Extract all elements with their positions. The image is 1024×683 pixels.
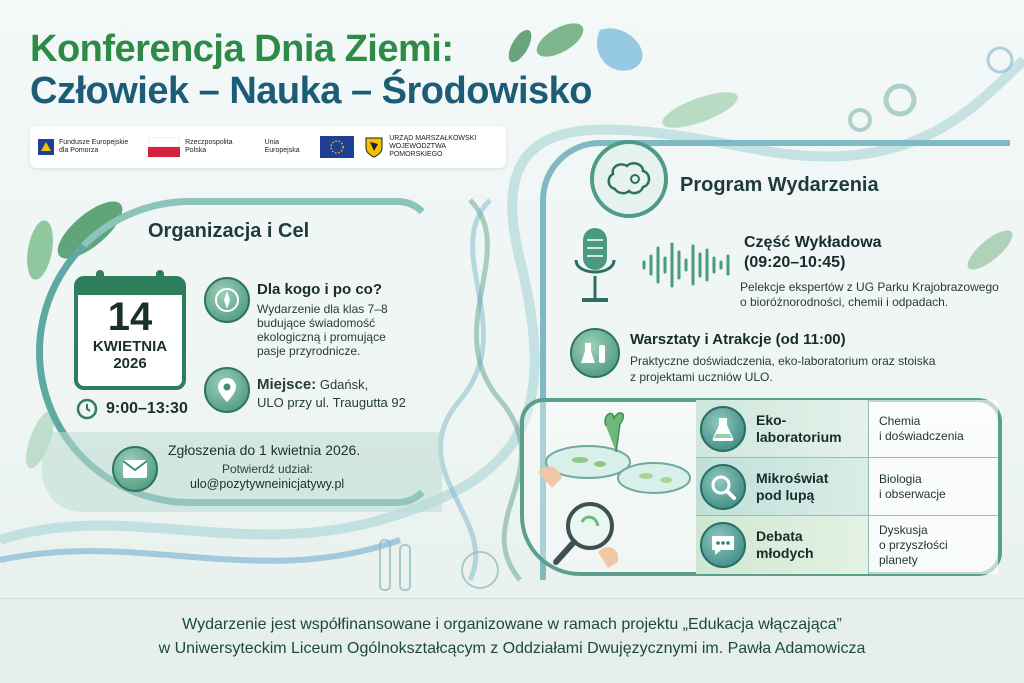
footer-line-2: w Uniwersyteckim Liceum Ogólnokształcącym z Oddziałami Dwujęzycznymi im. Pawła Adamowicza — [158, 640, 866, 657]
program-title: Program Wydarzenia — [680, 174, 879, 196]
place-city: Gdańsk, — [319, 377, 369, 392]
footer-funding-note — [0, 598, 1024, 683]
location-pin-icon — [204, 367, 250, 413]
organization-title: Organizacja i Cel — [148, 220, 310, 242]
for-whom-title: Dla kogo i po co? — [257, 281, 383, 298]
place-info — [257, 376, 406, 412]
workshop-stations-table — [696, 400, 998, 574]
event-date-calendar — [74, 276, 186, 390]
workshops-title: Warsztaty i Atrakcje (od 11:00) — [630, 331, 846, 348]
station-name: Debata — [756, 528, 803, 544]
flask-icon — [700, 406, 746, 452]
registration-confirm-label: Potwierdź udział: — [222, 462, 313, 476]
title-line-1: Konferencja Dnia Ziemi: — [30, 28, 454, 70]
eu-flag-icon — [320, 136, 354, 158]
event-time-text: 9:00–13:30 — [106, 400, 188, 417]
event-time — [76, 398, 188, 420]
workshops-text: Praktyczne doświadczenia, eko-laboratorium oraz stoiska z projektami uczniów ULO. — [630, 354, 936, 384]
logo-eu-funds: Fundusze Europejskie dla Pomorza — [38, 139, 138, 155]
eu-funds-logo-icon — [38, 139, 54, 155]
lectures-text: Pelekcje ekspertów z UG Parku Krajobrazowego o bioróżnorodności, chemii i odpadach. — [740, 280, 999, 309]
lectures-title: Część Wykładowa — [744, 234, 882, 251]
sponsor-logos-bar — [30, 126, 506, 168]
place-title: Miejsce: — [257, 376, 317, 393]
lab-flasks-icon — [570, 328, 620, 378]
registration-deadline: Zgłoszenia do 1 kwietnia 2026. — [168, 442, 361, 458]
lectures-time: (09:20–10:45) — [744, 254, 846, 271]
calendar-day: 14 — [107, 295, 153, 339]
footer-line-1: Wydarzenie jest współfinansowane i organizowane w ramach projektu „Edukacja włączająca” — [182, 616, 842, 633]
place-address: ULO przy ul. Traugutta 92 — [257, 395, 406, 410]
magnifier-icon — [700, 464, 746, 510]
station-row-microworld: Mikroświat pod lupą Biologia i obserwacje — [696, 458, 998, 516]
polish-flag-icon — [148, 137, 180, 157]
logo-poland: Rzeczpospolita Polska — [148, 137, 255, 157]
logo-eu: Unia Europejska — [265, 136, 355, 158]
brain-icon — [590, 140, 668, 218]
petri-dish-illustration — [528, 402, 696, 570]
pomorskie-griffin-icon — [364, 136, 384, 158]
calendar-year: 2026 — [113, 355, 147, 372]
logo-pomorskie: URZĄD MARSZAŁKOWSKI WOJEWÓDZTWA POMORSKIEGO — [364, 135, 498, 159]
page-title — [30, 28, 592, 112]
station-name: Eko- — [756, 411, 787, 428]
calendar-month: KWIETNIA — [92, 338, 168, 355]
compass-icon — [204, 277, 250, 323]
for-whom-text: Wydarzenie dla klas 7–8 budujące świadomość ekologiczną i promujące pasje przyrodnicze. — [257, 302, 388, 358]
station-row-eko-lab: Eko- laboratorium Chemia i doświadczenia — [696, 400, 998, 458]
sound-wave-icon — [640, 240, 736, 290]
microphone-icon — [570, 226, 620, 310]
speech-bubble-icon — [700, 522, 746, 568]
registration-email-link[interactable]: ulo@pozytywneinicjatywy.pl — [190, 477, 345, 491]
clock-icon — [76, 398, 98, 420]
station-row-debate: Debata młodych Dyskusja o przyszłości planety — [696, 516, 998, 574]
title-line-2: Człowiek – Nauka – Środowisko — [30, 70, 593, 112]
mail-icon — [112, 446, 158, 492]
station-name: Mikroświat — [756, 469, 829, 486]
